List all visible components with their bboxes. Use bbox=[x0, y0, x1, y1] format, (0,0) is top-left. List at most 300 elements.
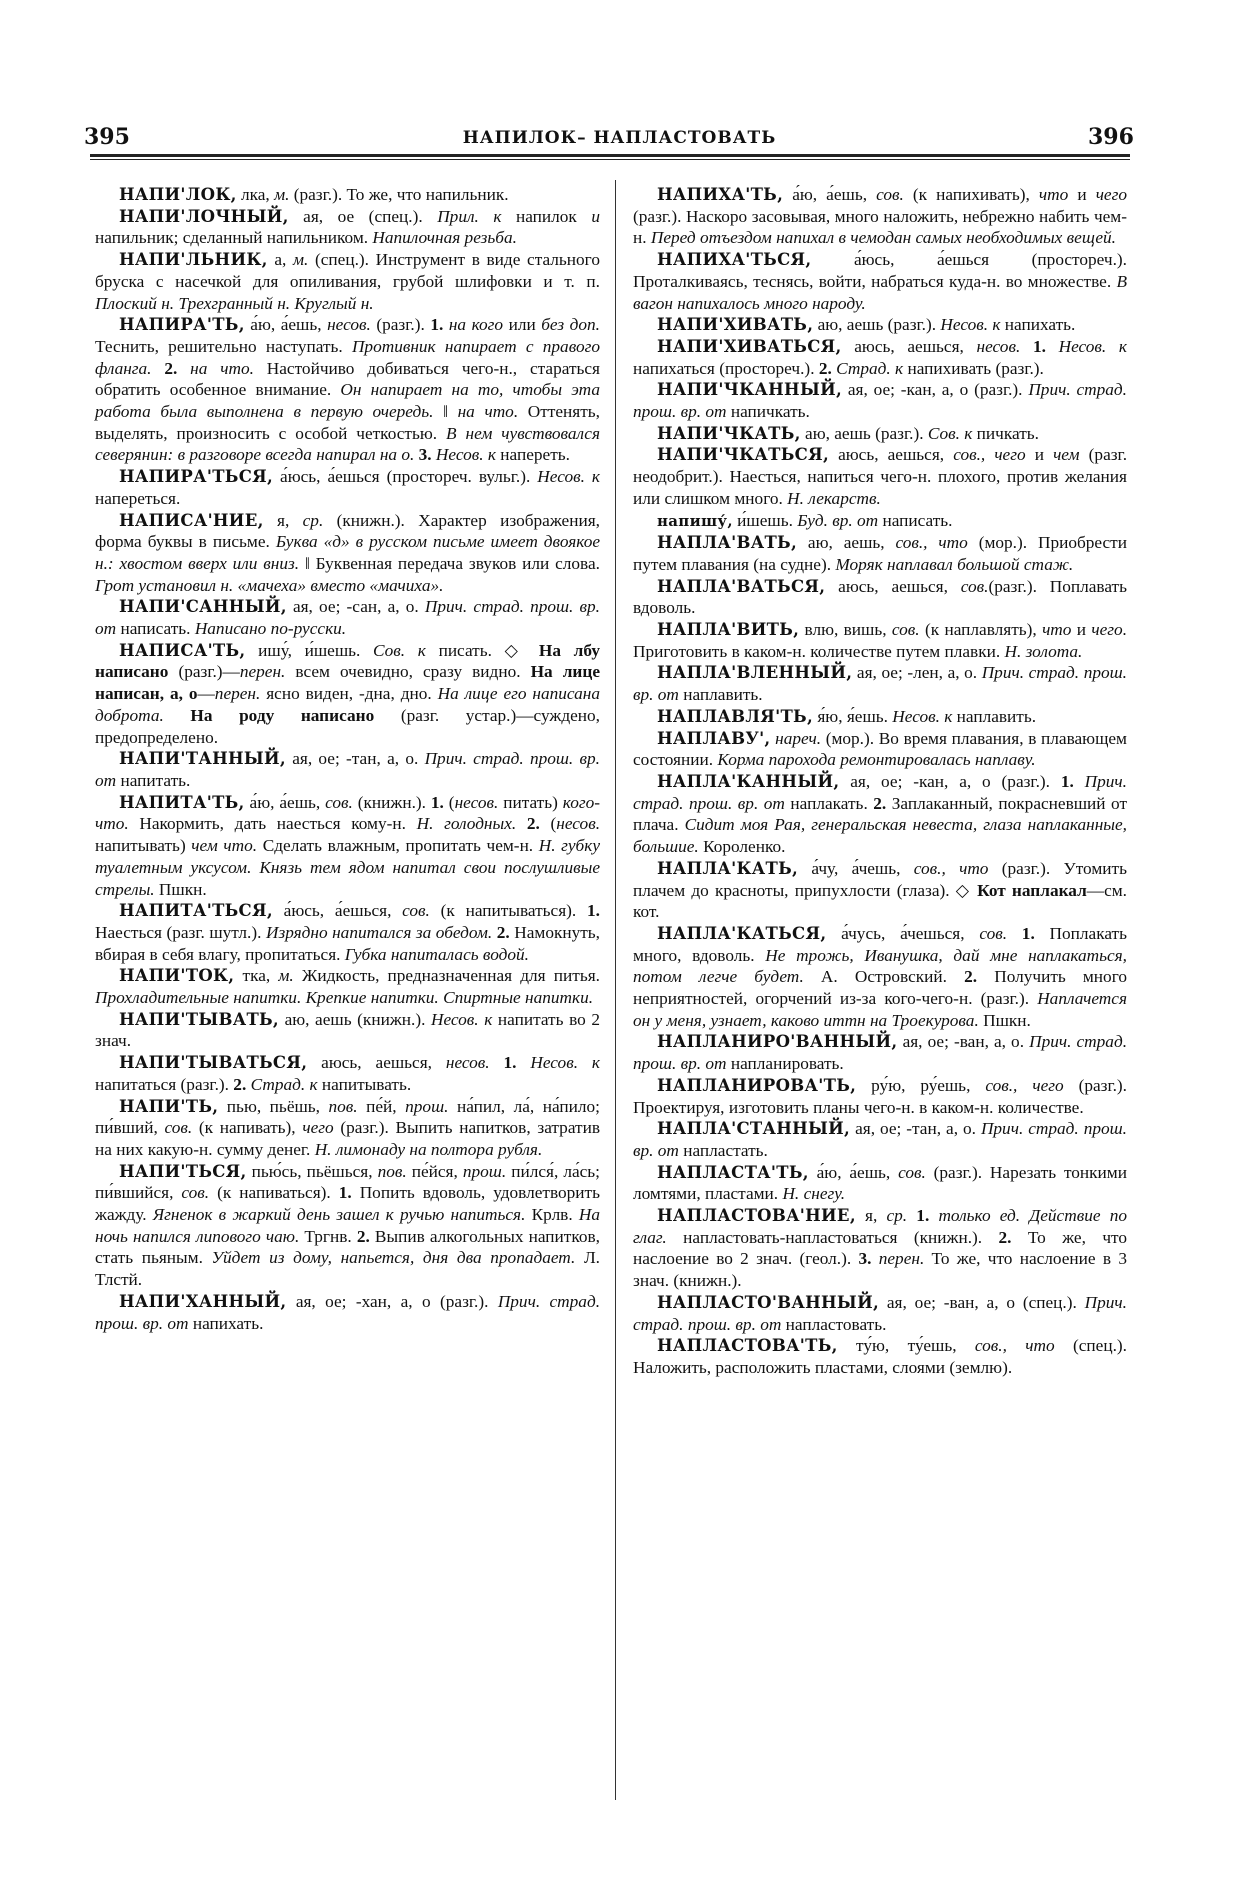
entry-text: То же, что наслоение во 2 знач. (геол.). bbox=[633, 1227, 1127, 1269]
entry-italic-text: сов., что bbox=[913, 858, 989, 878]
entry-italic-text: Несов. к bbox=[1045, 336, 1127, 356]
entry-italic-text: м. bbox=[278, 966, 294, 986]
entry-text: я, bbox=[855, 1206, 887, 1226]
entry-italic-text: Несов. к bbox=[892, 706, 953, 726]
entry-italic-text: Прич. страд. прош. вр. от bbox=[95, 597, 600, 639]
dictionary-entry bbox=[95, 1009, 600, 1052]
entry-text: или bbox=[503, 315, 542, 335]
entry-italic-text: сов., что bbox=[974, 1336, 1055, 1356]
entry-italic-text: Прич. страд. прош. вр. от bbox=[95, 749, 600, 790]
entry-text: и́шешь. bbox=[732, 510, 798, 530]
entry-text: ая, ое; -хан, а, о (разг.). bbox=[286, 1291, 498, 1311]
entry-text: (разг.). Выпить напитков, затратив на них какую-н. сумму денег. bbox=[95, 1118, 600, 1159]
entry-text: (к напитываться). bbox=[429, 901, 588, 921]
entry-headword: НАПЛАНИРО'ВАННЫЙ, bbox=[657, 1032, 898, 1052]
entry-italic-text: Прич. страд. прош. вр. от bbox=[633, 1032, 1128, 1074]
entry-text: То же, что наслоение в 3 знач. (книжн.). bbox=[633, 1249, 1127, 1291]
entry-text: (книжн.). Характер изображения, форма буквы в письме. bbox=[95, 510, 600, 552]
entry-text: (разг.). Нарезать тонкими ломтями, пластами. bbox=[633, 1162, 1127, 1204]
entry-italic-text: чего bbox=[1095, 185, 1127, 204]
entry-italic-text: Противник напирает с правого фланга. bbox=[95, 336, 600, 378]
entry-text: ая, ое; -тан, а, о. bbox=[285, 749, 425, 769]
entry-italic-text: Наплачется он у меня, узнает, каково иттн на Троекурова. bbox=[633, 989, 1127, 1030]
entry-text: напереться. bbox=[95, 488, 181, 508]
dictionary-entry bbox=[633, 249, 1127, 314]
entry-italic-text: Корма парохода ремонтировалась наплаву. bbox=[717, 750, 1036, 770]
entry-text: аюсь, аешься, bbox=[841, 336, 977, 356]
entry-italic-text: прош. bbox=[405, 1096, 449, 1116]
entry-text: (книжн.). bbox=[352, 792, 431, 812]
entry-italic-text: Буква «д» в русском письме имеет двоякое н.: хвостом вверх или вниз. bbox=[95, 532, 601, 573]
entry-headword: НАПЛАСТОВА'НИЕ, bbox=[657, 1206, 856, 1226]
entry-headword: НАПЛАСТОВА'ТЬ, bbox=[657, 1336, 838, 1356]
entry-text: Пшкн. bbox=[978, 1010, 1031, 1030]
dictionary-entry bbox=[95, 596, 600, 639]
entry-italic-text: Несов. к bbox=[431, 1009, 493, 1029]
entry-text: Приготовить в каком-н. количестве путем плавки. bbox=[633, 641, 1005, 661]
entry-headword: НАПИ'ТОК, bbox=[119, 966, 235, 986]
entry-bold-text: 2. bbox=[492, 922, 510, 942]
entry-italic-text: несов. bbox=[976, 336, 1021, 356]
entry-text: на́пил, ла́, на́пило; пи́вший, bbox=[95, 1096, 600, 1138]
dictionary-entry bbox=[633, 858, 1127, 923]
dictionary-entry bbox=[633, 1335, 1127, 1378]
entry-italic-text: на кого bbox=[443, 315, 504, 335]
dictionary-entry bbox=[95, 1161, 600, 1291]
entry-text: напихаться (простореч.). bbox=[633, 358, 819, 378]
dictionary-entry bbox=[633, 662, 1127, 705]
entry-text: (мор.). Приобрести путем плавания (на судне). bbox=[633, 533, 1127, 574]
entry-text: Намокнуть, вбирая в себя влагу, пропитаться. bbox=[95, 922, 601, 964]
entry-text: Жидкость, предназначенная для питья. bbox=[293, 966, 600, 986]
dictionary-entry bbox=[95, 748, 600, 791]
dictionary-entry bbox=[633, 314, 1127, 336]
entry-headword: НАПИ'ЧКАННЫЙ, bbox=[657, 380, 843, 400]
entry-text: напитать во 2 знач. bbox=[95, 1009, 600, 1051]
entry-italic-text: ср. bbox=[302, 510, 324, 530]
entry-bold-text: На роду написано bbox=[163, 705, 375, 725]
entry-italic-text: Губка напиталась водой. bbox=[344, 944, 529, 964]
entry-bold-text: 2. bbox=[873, 793, 887, 813]
entry-italic-text: пов. bbox=[377, 1161, 407, 1181]
entry-text: Пшкн. bbox=[154, 879, 207, 899]
entry-italic-text: Уйдет из дому, напьется, дня два пропадает. bbox=[211, 1248, 576, 1268]
entry-text: ту́ю, ту́ешь, bbox=[837, 1336, 975, 1356]
entry-italic-text: Он напирает на то, чтобы эта работа была выполнена в первую очередь. bbox=[95, 380, 600, 422]
entry-text: тка, bbox=[234, 966, 279, 986]
entry-italic-text: Сов. к bbox=[373, 640, 426, 660]
entry-italic-text: Прич. страд. прош. вр. от bbox=[633, 663, 1127, 705]
entry-text: Короленко. bbox=[698, 837, 786, 857]
entry-bold-text: 1. bbox=[1007, 923, 1035, 943]
entry-headword: НАПИ'САННЫЙ, bbox=[119, 597, 287, 617]
entry-text: Поплакать много, вдоволь. bbox=[633, 923, 1127, 965]
entry-headword: НАПЛА'ВАТЬСЯ, bbox=[657, 576, 826, 596]
entry-text: пи́лся́, ла́сь; пи́вшийся, bbox=[95, 1161, 600, 1203]
entry-text: (разг.). Поплавать вдоволь. bbox=[633, 576, 1127, 618]
entry-text: и bbox=[1025, 445, 1054, 465]
entry-text: я, bbox=[263, 510, 303, 530]
entry-italic-text: на что. bbox=[457, 402, 519, 422]
entry-italic-text: сов. bbox=[960, 576, 989, 596]
entry-italic-text: что bbox=[1042, 620, 1072, 640]
dictionary-entry bbox=[95, 1291, 600, 1334]
entry-text: напихивать (разг.). bbox=[903, 358, 1044, 378]
entry-text: пью, пьёшь, bbox=[218, 1096, 329, 1116]
entry-text: Заплаканный, покрасневший от плача. bbox=[633, 793, 1128, 835]
entry-text: пью́сь, пьёшься, bbox=[246, 1161, 378, 1181]
entry-headword: НАПИСА'ТЬ, bbox=[119, 640, 246, 660]
entry-italic-text: На ночь напился липового чаю. bbox=[95, 1205, 600, 1246]
entry-text: напланировать. bbox=[726, 1054, 844, 1074]
entry-headword: НАПИ'ХИВАТЬСЯ, bbox=[657, 336, 842, 356]
entry-bold-text: 3. bbox=[858, 1249, 872, 1269]
entry-text: (к наплавлять), bbox=[919, 620, 1043, 640]
entry-bold-text: На лбу написано bbox=[95, 640, 600, 682]
entry-italic-text: чего bbox=[302, 1118, 334, 1138]
entry-headword: НАПИ'ЛОЧНЫЙ, bbox=[119, 206, 289, 226]
dictionary-entry bbox=[633, 510, 1127, 533]
entry-text: Наесться (разг. шутл.). bbox=[95, 922, 266, 942]
entry-italic-text: прош. bbox=[462, 1161, 507, 1181]
entry-text: всем очевидно, сразу видно. bbox=[285, 662, 531, 682]
entry-text: написать. bbox=[116, 619, 195, 639]
entry-bold-text: 2. bbox=[516, 814, 540, 834]
entry-bold-text: 2. bbox=[151, 358, 178, 378]
entry-text: ‖ bbox=[433, 402, 458, 422]
entry-text: Попить вдоволь, удовлетворить жажду. bbox=[95, 1183, 600, 1225]
entry-italic-text: Перед отъездом напихал в чемодан самых необходимых вещей. bbox=[650, 228, 1116, 248]
dictionary-entry bbox=[95, 314, 600, 466]
right-column bbox=[633, 184, 1127, 1379]
entry-italic-text: Н. лекарств. bbox=[787, 488, 881, 508]
dictionary-entry bbox=[95, 1096, 600, 1161]
entry-italic-text: пов. bbox=[328, 1096, 358, 1116]
entry-bold-text: 1. bbox=[489, 1053, 517, 1073]
entry-text: Накормить, дать наесться кому-н. bbox=[128, 814, 417, 834]
entry-italic-text: Буд. вр. от bbox=[797, 510, 879, 530]
entry-text: наплавить. bbox=[678, 685, 763, 705]
entry-text: лка, bbox=[236, 185, 275, 204]
entry-italic-text: сов. bbox=[164, 1118, 193, 1138]
entry-italic-text: сов. bbox=[325, 792, 353, 812]
entry-headword: НАПИРА'ТЬ, bbox=[119, 315, 245, 335]
entry-italic-text: на что. bbox=[177, 358, 254, 378]
entry-italic-text: сов., чего bbox=[953, 445, 1026, 465]
entry-headword: НАПИ'ЛЬНИК, bbox=[119, 250, 268, 270]
entry-text: (разг.). Наскоро засовывая, много наложить, небрежно набить чем-н. bbox=[633, 206, 1127, 248]
dictionary-entry bbox=[633, 576, 1127, 619]
dictionary-entry bbox=[633, 444, 1127, 509]
entry-headword: НАПЛА'КАННЫЙ, bbox=[657, 771, 840, 791]
dictionary-entry bbox=[633, 1031, 1127, 1074]
entry-bold-text: 2. bbox=[964, 967, 978, 987]
entry-text: ишу́, и́шешь. bbox=[245, 640, 374, 660]
entry-bold-text: 1. bbox=[587, 901, 600, 921]
entry-text: аюсь, аешься, bbox=[829, 445, 954, 465]
entry-text: аю, аешь (книжн.). bbox=[278, 1009, 431, 1029]
entry-italic-text: ср. bbox=[886, 1206, 908, 1226]
dictionary-entry bbox=[95, 640, 600, 749]
entry-italic-text: что bbox=[1038, 185, 1069, 204]
entry-text: влю, вишь, bbox=[799, 620, 892, 640]
entry-italic-text: Ягненок в жаркий день зашел к ручью напиться. bbox=[152, 1205, 526, 1225]
dictionary-entry bbox=[633, 728, 1127, 771]
entry-text: а́ю, а́ешь, bbox=[808, 1162, 899, 1182]
entry-text: напластовать-напластоваться (книжн.). bbox=[666, 1227, 999, 1247]
entry-italic-text: Изрядно напитался за обедом. bbox=[265, 922, 493, 942]
entry-text: Оттенять, выделять, произносить с особой четкостью. bbox=[95, 402, 600, 443]
entry-headword: НАПЛА'СТАННЫЙ, bbox=[657, 1119, 851, 1139]
entry-italic-text: сов. bbox=[891, 620, 920, 640]
entry-bold-text: 1. bbox=[338, 1183, 352, 1203]
entry-text: ая, ое; -лен, а, о. bbox=[852, 663, 982, 683]
entry-text: (к напивать), bbox=[192, 1118, 303, 1138]
entry-text: напихать. bbox=[1000, 315, 1076, 335]
entry-italic-text: перен. bbox=[214, 684, 261, 704]
entry-text: напичкать. bbox=[726, 402, 810, 422]
entry-text: а́юсь, а́ешься, bbox=[272, 901, 403, 921]
entry-text: наплакать. bbox=[784, 793, 874, 813]
entry-headword: НАПЛА'КАТЬСЯ, bbox=[657, 923, 827, 943]
column-divider bbox=[615, 180, 616, 1800]
dictionary-entry bbox=[633, 532, 1127, 575]
entry-headword: НАПИТА'ТЬ, bbox=[119, 792, 245, 812]
entry-italic-text: несов. bbox=[454, 792, 499, 812]
dictionary-entry bbox=[633, 1162, 1127, 1205]
entry-text: напильник; сделанный напильником. bbox=[95, 228, 373, 248]
entry-text: ( bbox=[539, 814, 557, 834]
entry-text: А. Островский. bbox=[803, 967, 965, 987]
entry-text: Л. Тлстй. bbox=[95, 1248, 600, 1290]
dictionary-entry bbox=[95, 1052, 600, 1095]
dictionary-entry bbox=[95, 206, 600, 249]
entry-text: напластовать. bbox=[781, 1314, 887, 1334]
dictionary-entry bbox=[95, 792, 600, 901]
entry-bold-text: 1. bbox=[430, 792, 444, 812]
entry-headword: НАПИ'ТАННЫЙ, bbox=[119, 749, 286, 769]
entry-italic-text: Грот установил н. «мачеха» вместо «мачиха». bbox=[95, 575, 444, 595]
entry-italic-text: чем что. bbox=[191, 836, 258, 856]
entry-bold-text: 2. bbox=[233, 1074, 247, 1094]
entry-text: (к напихивать), bbox=[903, 185, 1039, 204]
entry-italic-text: Прич. страд. прош. вр. от bbox=[633, 380, 1127, 422]
entry-bold-text: 3. bbox=[414, 445, 432, 465]
dictionary-entry bbox=[633, 1292, 1127, 1335]
entry-text: а́ю, а́ешь, bbox=[244, 315, 328, 335]
entry-text: наплавить. bbox=[952, 706, 1037, 726]
entry-text: ( bbox=[443, 792, 455, 812]
entry-text: — bbox=[197, 684, 215, 704]
entry-headword: НАПЛАСТО'ВАННЫЙ, bbox=[657, 1292, 879, 1312]
entry-headword: НАПИХА'ТЬ, bbox=[657, 185, 784, 204]
entry-italic-text: м. bbox=[274, 185, 290, 204]
entry-text: напихать. bbox=[188, 1313, 264, 1333]
entry-text: пе́йся, bbox=[406, 1161, 463, 1181]
entry-headword: НАПЛАСТА'ТЬ, bbox=[657, 1162, 809, 1182]
entry-text: (мор.). Во время плавания, в плавающем состоянии. bbox=[633, 728, 1127, 770]
entry-italic-text: чего. bbox=[1091, 620, 1128, 640]
entry-italic-text: перен. bbox=[239, 662, 286, 682]
entry-bold-text: 1. bbox=[1020, 336, 1046, 356]
entry-text: Настойчиво добиваться чего-н., стараться обратить особенное внимание. bbox=[95, 358, 600, 400]
entry-italic-text: только ед. Действие по глаг. bbox=[633, 1206, 1127, 1247]
entry-italic-text: Страд. к bbox=[246, 1074, 318, 1094]
entry-italic-text: Прич. страд. прош. вр. от bbox=[95, 1291, 601, 1333]
entry-text: а́чусь, а́чешься, bbox=[826, 923, 980, 943]
entry-headword: НАПИ'ТЬСЯ, bbox=[119, 1161, 247, 1181]
entry-bold-text: 2. bbox=[818, 358, 832, 378]
dictionary-entry bbox=[633, 184, 1127, 249]
entry-text: ‖ Буквенная передача звуков или слова. bbox=[299, 553, 600, 573]
entry-text: и bbox=[1071, 620, 1092, 640]
entry-text: (разг.). То же, что напильник. bbox=[289, 185, 509, 204]
entry-text: пе́й, bbox=[357, 1096, 406, 1116]
entry-italic-text: В вагон напихалось много народу. bbox=[633, 271, 1127, 313]
dictionary-entry bbox=[95, 249, 600, 314]
entry-text: Крлв. bbox=[525, 1205, 579, 1225]
entry-text: напластать. bbox=[678, 1140, 768, 1160]
entry-italic-text: Н. губку туалетным уксусом. Князь тем ядом напитал свои послушливые стрелы. bbox=[95, 836, 600, 899]
entry-text: аюсь, аешься, bbox=[307, 1053, 446, 1073]
entry-headword: НАПЛА'КАТЬ, bbox=[657, 858, 799, 878]
entry-headword: НАПИ'ЛОК, bbox=[119, 185, 237, 204]
entry-bold-text: 2. bbox=[998, 1227, 1012, 1247]
entry-headword: НАПИ'ТЬ, bbox=[119, 1096, 219, 1116]
entry-italic-text: без доп. bbox=[541, 315, 600, 335]
entry-bold-text: На лице написан, а, о bbox=[95, 662, 600, 704]
entry-headword: НАПИ'ЧКАТЬСЯ, bbox=[657, 445, 829, 465]
entry-italic-text: несов. bbox=[327, 315, 371, 335]
entry-text: напитывать) bbox=[95, 836, 192, 856]
entry-italic-text: Не трожь, Иванушка, дай мне наплакаться, потом легче будет. bbox=[633, 945, 1127, 987]
entry-italic-text: несов. bbox=[445, 1053, 490, 1073]
entry-text: (спец.). Наложить, расположить пластами, слоями (землю). bbox=[633, 1336, 1127, 1377]
entry-text: аю, аешь, bbox=[797, 533, 896, 553]
entry-text: аю, аешь (разг.). bbox=[800, 423, 928, 443]
entry-headword: НАПЛАВЛЯ'ТЬ, bbox=[657, 706, 814, 726]
entry-text: (разг.). Проектируя, изготовить планы чего-н. в каком-н. количестве. bbox=[633, 1075, 1128, 1117]
entry-headword: НАПЛА'ВИТЬ, bbox=[657, 620, 800, 640]
entry-headword: НАПИ'ХАННЫЙ, bbox=[119, 1291, 287, 1311]
dictionary-entry bbox=[633, 336, 1127, 379]
entry-text: Сделать влажным, пропитать чем-н. bbox=[257, 836, 539, 856]
entry-headword: НАПИ'ТЫВАТЬ, bbox=[119, 1009, 279, 1029]
entry-headword: напишу́, bbox=[657, 511, 733, 530]
entry-text: (разг. устар.)—суждено, предопределено. bbox=[95, 705, 600, 747]
entry-text: написать. bbox=[878, 510, 953, 530]
entry-italic-text: сов. bbox=[402, 901, 430, 921]
dictionary-entry bbox=[633, 923, 1127, 1032]
entry-italic-text: и bbox=[591, 206, 600, 226]
entry-italic-text: сов. bbox=[898, 1162, 926, 1182]
entry-italic-text: сов., чего bbox=[985, 1075, 1064, 1095]
entry-italic-text: На лице его написана доброта. bbox=[95, 684, 601, 725]
entry-text: аюсь, аешься, bbox=[825, 576, 961, 596]
entry-text: а, bbox=[267, 250, 293, 270]
entry-headword: НАПИРА'ТЬСЯ, bbox=[119, 467, 274, 487]
entry-headword: НАПИ'ЧКАТЬ, bbox=[657, 423, 801, 443]
entry-italic-text: сов. bbox=[876, 185, 904, 204]
entry-bold-text: 1. bbox=[1060, 771, 1074, 791]
entry-text: ая, ое; -тан, а, о. bbox=[850, 1119, 981, 1139]
entry-text: напереть. bbox=[495, 445, 570, 465]
entry-italic-text: чем bbox=[1053, 445, 1080, 465]
dictionary-entry bbox=[95, 965, 600, 1008]
entry-text: (разг.). Утомить плачем до красноты, припухлости (глаза). ◇ bbox=[633, 858, 1127, 900]
page-number-right: 396 bbox=[1088, 124, 1134, 150]
dictionary-entry bbox=[633, 1118, 1127, 1161]
entry-text: напитывать. bbox=[317, 1074, 412, 1094]
dictionary-entry bbox=[633, 619, 1127, 662]
entry-italic-text: Н. снегу. bbox=[782, 1184, 846, 1204]
entry-text: Получить много неприятностей, огорчений из-за кого-чего-н. (разг.). bbox=[633, 967, 1127, 1009]
running-title: НАПИЛОК– НАПЛАСТОВАТЬ bbox=[462, 128, 777, 148]
dictionary-entry bbox=[95, 184, 600, 206]
entry-headword: НАПЛАНИРОВА'ТЬ, bbox=[657, 1075, 857, 1095]
entry-bold-text: Кот наплакал bbox=[977, 880, 1087, 900]
entry-text: а́юсь, а́ешься (простореч. вульг.). bbox=[273, 467, 538, 487]
entry-headword: НАПИ'ТЫВАТЬСЯ, bbox=[119, 1053, 308, 1073]
entry-text: (к напиваться). bbox=[209, 1183, 339, 1203]
dictionary-entry bbox=[633, 379, 1127, 422]
entry-italic-text: Прохладительные напитки. Крепкие напитки. Спиртные напитки. bbox=[95, 988, 594, 1008]
header-rule-thin bbox=[90, 159, 1130, 160]
entry-bold-text: 1. bbox=[907, 1206, 930, 1226]
entry-italic-text: Сов. к bbox=[927, 423, 973, 443]
header-rule-thick bbox=[90, 154, 1130, 157]
entry-text: напитать. bbox=[116, 770, 191, 790]
entry-text: (разг.)— bbox=[168, 662, 240, 682]
entry-text: ру́ю, ру́ешь, bbox=[856, 1075, 986, 1095]
entry-italic-text: Н. голодных. bbox=[416, 814, 517, 834]
entry-text: ая, ое (спец.). bbox=[288, 206, 438, 226]
entry-italic-text: Н. лимонаду на полтора рубля. bbox=[314, 1139, 543, 1159]
entry-italic-text: Прич. страд. прош. вр. от bbox=[633, 1292, 1127, 1334]
entry-italic-text: сов. bbox=[181, 1183, 210, 1203]
dictionary-entry bbox=[95, 466, 600, 509]
entry-text: ая, ое; -кан, а, о (разг.). bbox=[839, 771, 1061, 791]
entry-text: а́чу, а́чешь, bbox=[798, 858, 914, 878]
entry-italic-text: Прил. к bbox=[437, 206, 502, 226]
entry-text: а́ю, а́ешь, bbox=[244, 792, 326, 812]
left-column bbox=[95, 184, 600, 1334]
entry-text: напитаться (разг.). bbox=[95, 1074, 234, 1094]
entry-text: а́ю, а́ешь, bbox=[783, 185, 877, 204]
entry-headword: НАПИ'ХИВАТЬ, bbox=[657, 315, 814, 335]
entry-italic-text: В нем чувствовался северянин: в разговоре всегда напирал на о. bbox=[95, 423, 601, 465]
entry-italic-text: Несов. к bbox=[537, 467, 600, 487]
entry-headword: НАПИТА'ТЬСЯ, bbox=[119, 901, 273, 921]
entry-italic-text: Несов. к bbox=[516, 1053, 600, 1073]
page-number-left: 395 bbox=[84, 124, 130, 150]
entry-italic-text: Напилочная резьба. bbox=[372, 228, 517, 248]
entry-italic-text: Н. золота. bbox=[1004, 641, 1083, 661]
entry-italic-text: Несов. к bbox=[940, 315, 1001, 335]
entry-text: я́ю, я́ешь. bbox=[813, 706, 893, 726]
entry-text: ясно виден, -дна, дно. bbox=[260, 684, 438, 704]
entry-text: ая, ое; -ван, а, о. bbox=[897, 1032, 1030, 1052]
dictionary-entry bbox=[633, 1205, 1127, 1292]
entry-italic-text: сов., что bbox=[895, 533, 968, 553]
entry-headword: НАПЛА'ВАТЬ, bbox=[657, 533, 798, 553]
entry-text: ая, ое; -сан, а, о. bbox=[286, 597, 425, 617]
entry-text: (разг. неодобрит.). Наесться, напиться чего-н. плохого, против желания или слишком много. bbox=[633, 445, 1128, 508]
entry-bold-text: 1. bbox=[430, 315, 444, 335]
dictionary-entry bbox=[633, 1075, 1127, 1118]
entry-italic-text: Страд. к bbox=[831, 358, 904, 378]
entry-text: питать) bbox=[498, 792, 563, 812]
